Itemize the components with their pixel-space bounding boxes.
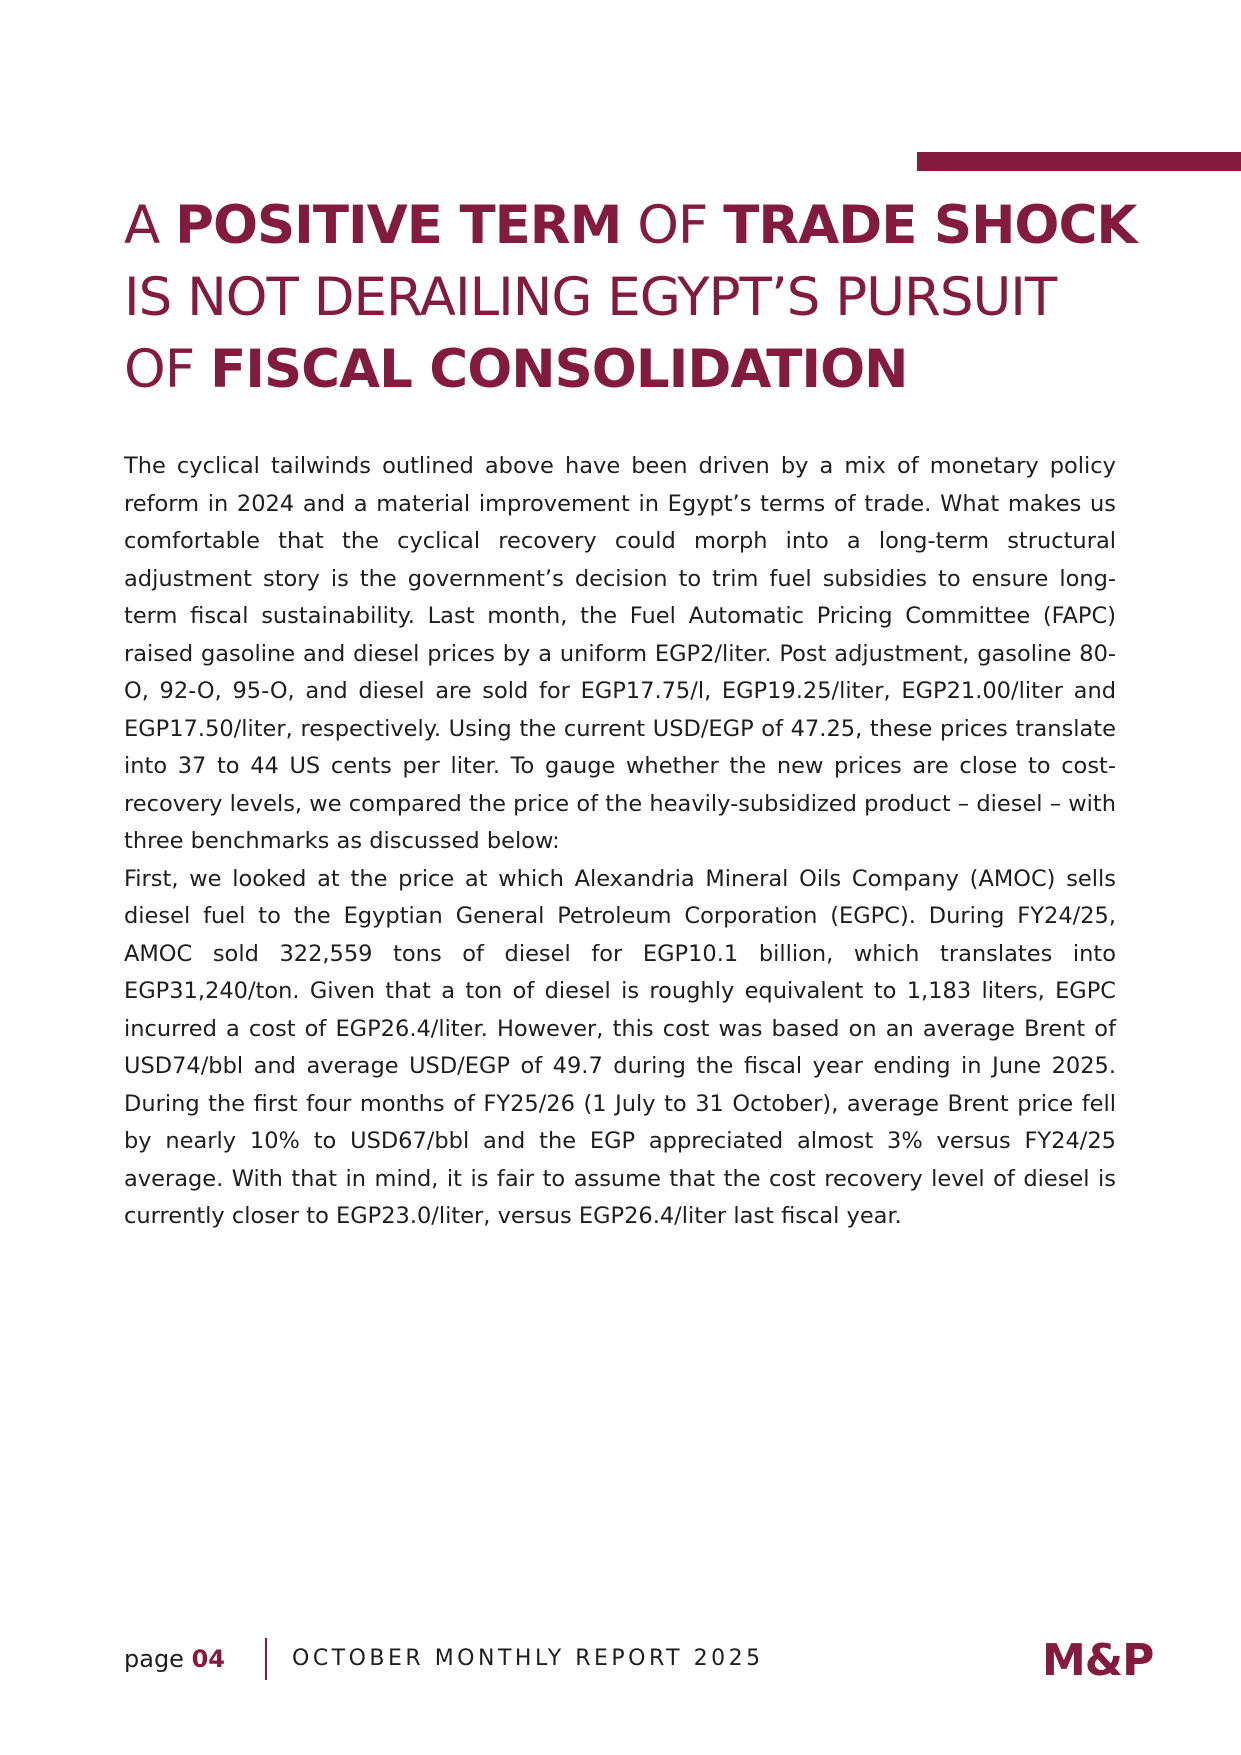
page-indicator — [124, 1645, 225, 1673]
header-accent-bar — [917, 152, 1241, 171]
page-footer — [124, 1635, 1194, 1685]
article-body — [124, 448, 1116, 1236]
title-line3-segment-0: OF — [124, 339, 211, 400]
title-line1-segment-2: OF — [621, 195, 724, 256]
title-line2-segment-0: IS NOT DERAILING EGYPT’S PURSUIT — [124, 267, 1057, 328]
page-title — [124, 190, 1137, 406]
title-line3-segment-1: FISCAL CONSOLIDATION — [210, 339, 908, 400]
title-line-3 — [124, 334, 1124, 406]
page-prefix: page — [124, 1645, 192, 1673]
body-paragraph-1: The cyclical tailwinds outlined above have been driven by a mix of monetary policy reform in 2024 and a material improvement in Egypt’s terms of trade. What makes us comfortable that the cyclical recovery could morph into a long-term structural adjustment story is the government’s decision to trim fuel subsidies to ensure long-term fiscal sustainability. Last month, the Fuel Automatic Pricing Committee (FAPC) raised gasoline and diesel prices by a uniform EGP2/liter. Post adjustment, gasoline 80-O, 92-O, 95-O, and diesel are sold for EGP17.75/l, EGP19.25/liter, EGP21.00/liter and EGP17.50/liter, respectively. Using the current USD/EGP of 47.25, these prices translate into 37 to 44 US cents per liter. To gauge whether the new prices are close to cost-recovery levels, we compared the price of the heavily-subsidized product – diesel – with three benchmarks as discussed below: — [124, 453, 1116, 854]
company-logo: M&P — [1042, 1635, 1154, 1686]
title-line1-segment-0: A — [124, 195, 176, 256]
footer-divider — [265, 1638, 267, 1680]
body-paragraph-2: First, we looked at the price at which Alexandria Mineral Oils Company (AMOC) sells diesel fuel to the Egyptian General Petroleum Corporation (EGPC). During FY24/25, AMOC sold 322,559 tons of diesel for EGP10.1 billion, which translates into EGP31,240/ton. Given that a ton of diesel is roughly equivalent to 1,183 liters, EGPC incurred a cost of EGP26.4/liter. However, this cost was based on an average Brent of USD74/bbl and average USD/EGP of 49.7 during the fiscal year ending in June 2025. During the first four months of FY25/26 (1 July to 31 October), average Brent price fell by nearly 10% to USD67/bbl and the EGP appreciated almost 3% versus FY24/25 average. With that in mind, it is fair to assume that the cost recovery level of diesel is currently closer to EGP23.0/liter, versus EGP26.4/liter last fiscal year. — [124, 865, 1116, 1229]
page-number: 04 — [191, 1645, 225, 1673]
report-title: OCTOBER MONTHLY REPORT 2025 — [292, 1646, 764, 1671]
title-line-1 — [124, 190, 1137, 262]
title-line1-segment-1: POSITIVE TERM — [175, 195, 622, 256]
title-line-2 — [124, 262, 1124, 334]
title-line1-segment-3: TRADE SHOCK — [723, 195, 1137, 256]
